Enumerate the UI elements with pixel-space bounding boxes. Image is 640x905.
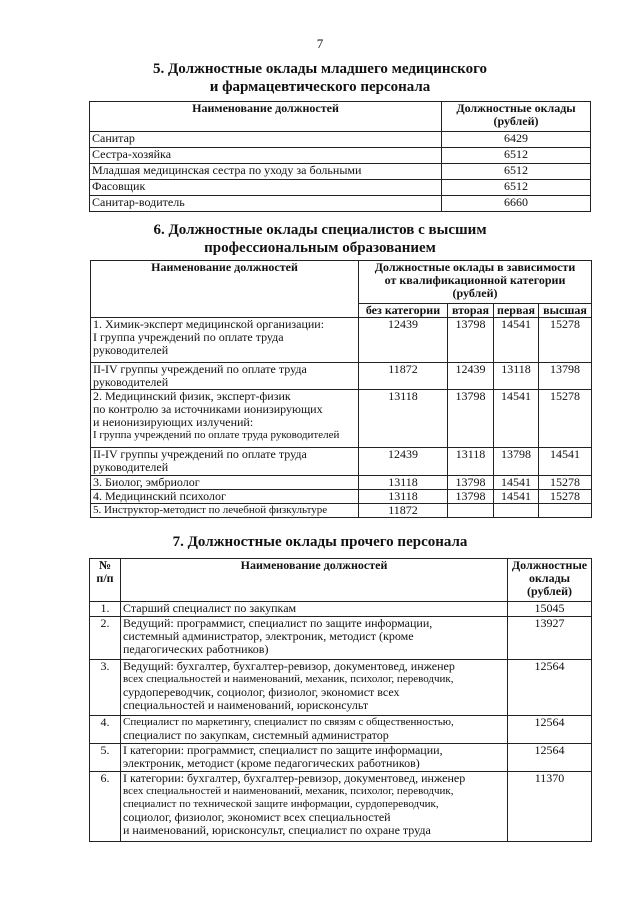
position-name: Санитар-водитель <box>90 196 442 212</box>
header-line: Должностные оклады <box>456 101 576 115</box>
salary-value: 14541 <box>494 476 539 490</box>
section6-header-name: Наименование должностей <box>91 261 359 318</box>
salary-value: 14541 <box>539 448 592 476</box>
position-name <box>91 390 359 448</box>
salary-value: 15045 <box>508 602 592 617</box>
table-row <box>90 772 592 842</box>
name-line: I группа учреждений по оплате труда <box>93 330 284 344</box>
salary-value: 12564 <box>508 744 592 772</box>
table-row <box>90 617 592 660</box>
table-row <box>90 196 591 212</box>
section5-header-salary <box>442 102 591 132</box>
position-name <box>91 490 359 504</box>
table-row <box>90 164 591 180</box>
salary-value: 13798 <box>494 448 539 476</box>
section7-header-name: Наименование должностей <box>121 559 508 602</box>
section6-table <box>90 260 592 518</box>
name-line: по контролю за источниками ионизирующих <box>93 402 323 416</box>
position-name <box>121 772 508 842</box>
table-row <box>90 132 591 148</box>
salary-value: 13118 <box>494 363 539 390</box>
header-line: Должностные оклады в зависимости <box>374 260 576 274</box>
salary-value: 6660 <box>442 196 591 212</box>
salary-value <box>539 504 592 518</box>
salary-value <box>448 504 494 518</box>
salary-value: 15278 <box>539 390 592 448</box>
section7-title-line: 7. Должностные оклады прочего персонала <box>172 534 468 550</box>
table-row <box>91 476 592 490</box>
salary-value: 13798 <box>448 490 494 504</box>
position-name <box>91 363 359 390</box>
name-line: I категории: бухгалтер, бухгалтер-ревизор, документовед, инженер <box>123 771 466 785</box>
position-name <box>91 476 359 490</box>
name-line: всех специальностей и наименований, механик, психолог, переводчик, <box>123 785 454 797</box>
header-line: (рублей) <box>452 286 498 300</box>
name-line: педагогических работников) <box>123 642 269 656</box>
table-row <box>90 180 591 196</box>
name-line: Старший специалист по закупкам <box>123 601 297 615</box>
name-line: специалист по технической защите информации, сурдопереводчик, <box>123 798 439 810</box>
header-line: (рублей) <box>493 114 539 128</box>
salary-value: 12564 <box>508 716 592 744</box>
subheader-highest: высшая <box>539 304 592 318</box>
table-row <box>90 744 592 772</box>
salary-value: 13118 <box>359 390 448 448</box>
section5-title-line: 5. Должностные оклады младшего медицинского <box>152 61 488 77</box>
header-line: (рублей) <box>526 584 573 598</box>
position-name: Санитар <box>90 132 442 148</box>
section6-title-line: 6. Должностные оклады специалистов с высшим <box>153 222 487 238</box>
section5-title <box>0 60 640 96</box>
name-line: системный администратор, электроник, методист (кроме <box>123 629 414 643</box>
row-number: 2. <box>90 617 121 660</box>
salary-value: 11872 <box>359 504 448 518</box>
table-row <box>91 390 592 448</box>
salary-value: 13118 <box>359 490 448 504</box>
section5-table <box>89 101 591 212</box>
name-line: II-IV группы учреждений по оплате труда <box>93 447 307 461</box>
header-line: от квалификационной категории <box>384 273 566 287</box>
name-line: руководителей <box>93 460 169 474</box>
salary-value: 13798 <box>448 318 494 363</box>
header-line: оклады <box>528 571 571 585</box>
name-line: II-IV группы учреждений по оплате труда <box>93 362 307 376</box>
salary-value: 12439 <box>359 318 448 363</box>
name-line: всех специальностей и наименований, механик, психолог, переводчик, <box>123 673 454 685</box>
section7-title <box>0 533 640 551</box>
position-name <box>91 318 359 363</box>
name-line: руководителей <box>93 375 169 389</box>
salary-value: 15278 <box>539 318 592 363</box>
salary-value: 12439 <box>448 363 494 390</box>
position-name: Сестра-хозяйка <box>90 148 442 164</box>
table-row <box>90 148 591 164</box>
name-line: I группа учреждений по оплате труда руководителей <box>93 429 340 441</box>
table-row <box>90 660 592 716</box>
salary-value: 14541 <box>494 390 539 448</box>
section6-title <box>0 221 640 257</box>
salary-value: 6512 <box>442 180 591 196</box>
name-line: руководителей <box>93 343 169 357</box>
salary-value: 6512 <box>442 164 591 180</box>
name-line: специальностей и наименований, юрисконсульт <box>123 698 369 712</box>
name-line: социолог, физиолог, экономист всех специальностей <box>123 810 391 824</box>
position-name <box>121 744 508 772</box>
table-row <box>91 490 592 504</box>
name-line: 1. Химик-эксперт медицинской организации: <box>93 317 325 331</box>
name-line: и неионизирующих излучений: <box>93 415 254 429</box>
row-number: 6. <box>90 772 121 842</box>
section5-header-name: Наименование должностей <box>90 102 442 132</box>
position-name <box>121 660 508 716</box>
name-line: сурдопереводчик, социолог, физиолог, экономист всех <box>123 685 400 699</box>
table-row <box>90 716 592 744</box>
name-line: Ведущий: бухгалтер, бухгалтер-ревизор, документовед, инженер <box>123 659 455 673</box>
section6-header-salary <box>359 261 592 304</box>
position-name <box>91 448 359 476</box>
name-line: I категории: программист, специалист по защите информации, <box>123 743 443 757</box>
position-name: Фасовщик <box>90 180 442 196</box>
name-line: 4. Медицинский психолог <box>93 489 226 503</box>
name-line: 3. Биолог, эмбриолог <box>93 475 200 489</box>
salary-value: 11872 <box>359 363 448 390</box>
salary-value: 13798 <box>448 476 494 490</box>
position-name <box>91 504 359 518</box>
name-line: специалист по закупкам, системный администратор <box>123 728 389 742</box>
salary-value: 15278 <box>539 490 592 504</box>
row-number: 3. <box>90 660 121 716</box>
salary-value: 6429 <box>442 132 591 148</box>
position-name: Младшая медицинская сестра по уходу за больными <box>90 164 442 180</box>
subheader-second: вторая <box>448 304 494 318</box>
salary-value: 6512 <box>442 148 591 164</box>
row-number: 5. <box>90 744 121 772</box>
name-line: 5. Инструктор-методист по лечебной физкультуре <box>93 504 328 516</box>
subheader-first: первая <box>494 304 539 318</box>
salary-value: 14541 <box>494 490 539 504</box>
section6-title-line: профессиональным образованием <box>204 240 436 256</box>
salary-value: 13118 <box>359 476 448 490</box>
salary-value <box>494 504 539 518</box>
page-number: 7 <box>316 36 324 51</box>
salary-value: 13798 <box>539 363 592 390</box>
header-line: Должностные <box>511 558 588 572</box>
header-line: № <box>98 558 112 572</box>
row-number: 4. <box>90 716 121 744</box>
position-name <box>121 617 508 660</box>
table-row <box>91 363 592 390</box>
salary-value: 14541 <box>494 318 539 363</box>
table-row <box>91 504 592 518</box>
name-line: 2. Медицинский физик, эксперт-физик <box>93 389 291 403</box>
salary-value: 13927 <box>508 617 592 660</box>
position-name <box>121 602 508 617</box>
row-number: 1. <box>90 602 121 617</box>
salary-value: 15278 <box>539 476 592 490</box>
salary-value: 13798 <box>448 390 494 448</box>
header-line: п/п <box>96 571 114 585</box>
section7-table <box>89 558 592 842</box>
name-line: Специалист по маркетингу, специалист по связям с общественностью, <box>123 716 454 728</box>
table-row <box>91 448 592 476</box>
table-row <box>90 602 592 617</box>
salary-value: 12564 <box>508 660 592 716</box>
position-name <box>121 716 508 744</box>
name-line: Ведущий: программист, специалист по защите информации, <box>123 616 433 630</box>
salary-value: 11370 <box>508 772 592 842</box>
section7-header-salary <box>508 559 592 602</box>
salary-value: 12439 <box>359 448 448 476</box>
section5-title-line: и фармацевтического персонала <box>209 79 431 95</box>
section7-header-no <box>90 559 121 602</box>
subheader-no-category: без категории <box>359 304 448 318</box>
table-row <box>91 318 592 363</box>
name-line: и наименований, юрисконсульт, специалист по охране труда <box>123 823 431 837</box>
salary-value: 13118 <box>448 448 494 476</box>
name-line: электроник, методист (кроме педагогических работников) <box>123 756 420 770</box>
